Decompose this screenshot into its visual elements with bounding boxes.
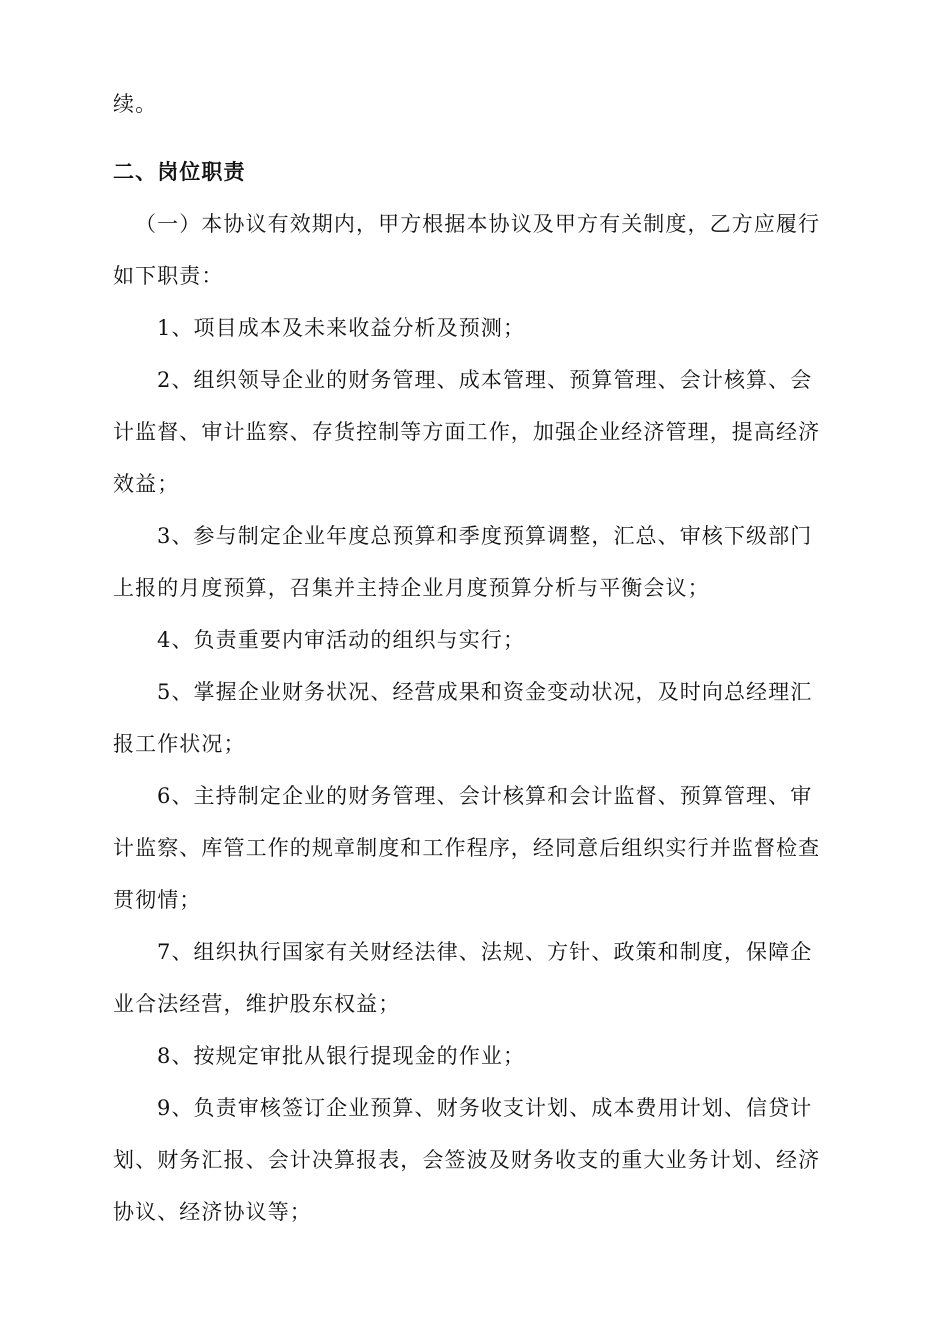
continued-text: 续。 — [113, 92, 158, 116]
duty-item-7: 7、组织执行国家有关财经法律、法规、方针、政策和制度，保障企业合法经营，维护股东权益； — [113, 940, 813, 1016]
duty-item-1: 1、项目成本及未来收益分析及预测； — [157, 316, 526, 340]
intro-paragraph: （一）本协议有效期内，甲方根据本协议及甲方有关制度，乙方应履行如下职责： — [113, 212, 821, 288]
duty-item-8: 8、按规定审批从银行提现金的作业； — [157, 1044, 526, 1068]
duty-item-9: 9、负责审核签订企业预算、财务收支计划、成本费用计划、信贷计划、财务汇报、会计决算报表，会签波及财务收支的重大业务计划、经济协议、经济协议等； — [113, 1096, 821, 1224]
duty-item-6: 6、主持制定企业的财务管理、会计核算和会计监督、预算管理、审计监察、库管工作的规章制度和工作程序，经同意后组织实行并监督检查贯彻情； — [113, 784, 821, 912]
document-body — [113, 78, 833, 1238]
duty-item-4: 4、负责重要内审活动的组织与实行； — [157, 628, 526, 652]
section-heading: 二、岗位职责 — [113, 160, 246, 184]
duty-item-5: 5、掌握企业财务状况、经营成果和资金变动状况，及时向总经理汇报工作状况； — [113, 680, 813, 756]
duty-item-3: 3、参与制定企业年度总预算和季度预算调整，汇总、审核下级部门上报的月度预算，召集并主持企业月度预算分析与平衡会议； — [113, 524, 813, 600]
duty-item-2: 2、组织领导企业的财务管理、成本管理、预算管理、会计核算、会计监督、审计监察、存货控制等方面工作，加强企业经济管理，提高经济效益； — [113, 368, 821, 496]
